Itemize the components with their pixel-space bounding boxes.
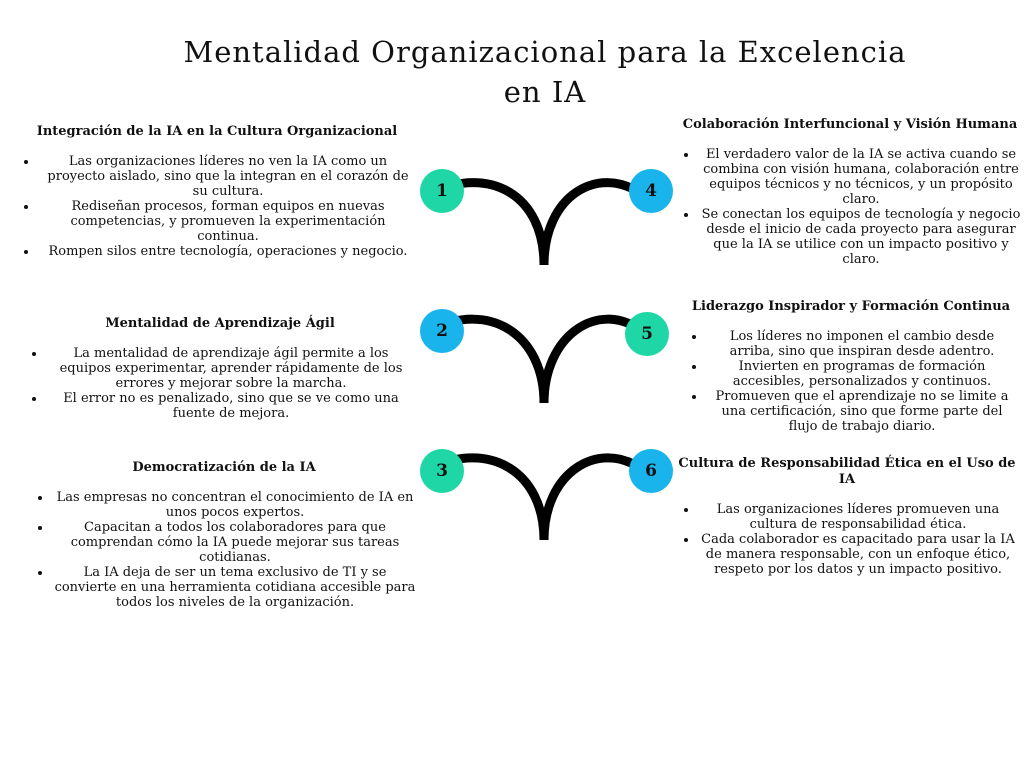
section-4 [676,117,1024,267]
section-list-3 [30,490,418,610]
step-badge-2 [420,309,464,353]
section-3-bullet-2: • Capacitan a todos los colaboradores para que comprendan cómo la IA puede mejorar sus tareas cotidianas. [52,520,418,565]
step-number-4: 4 [645,181,657,201]
section-6-bullet-2: • Cada colaborador es capacitado para usar la IA de manera responsable, con un enfoque ético, respeto por los datos y un impacto positivo. [698,532,1018,577]
section-3 [30,460,418,610]
section-4-bullet-2: • Se conectan los equipos de tecnología y negocio desde el inicio de cada proyecto para asegurar que la IA se utilice con un impacto positivo y claro. [698,207,1024,267]
section-1-bullet-1: • Las organizaciones líderes no ven la IA como un proyecto aislado, sino que la integran en el corazón de su cultura. [38,154,418,199]
section-5-bullet-2: • Invierten en programas de formación accesibles, personalizados y continuos. [706,359,1018,389]
step-number-2: 2 [436,321,448,341]
section-heading-4: Colaboración Interfuncional y Visión Humana [682,117,1018,132]
section-5 [684,299,1018,434]
step-number-6: 6 [645,461,657,481]
section-2 [24,316,416,421]
section-2-bullet-1: • La mentalidad de aprendizaje ágil permite a los equipos experimentar, aprender rápidamente de los errores y mejorar sobre la marcha. [46,346,416,391]
section-list-4 [676,147,1024,267]
section-1 [16,124,418,259]
section-1-bullet-3: • Rompen silos entre tecnología, operaciones y negocio. [38,244,418,259]
section-6-bullet-1: • Las organizaciones líderes promueven una cultura de responsabilidad ética. [698,502,1018,532]
section-list-1 [16,154,418,259]
section-3-bullet-3: • La IA deja de ser un tema exclusivo de TI y se convierte en una herramienta cotidiana accesible para todos los niveles de la organización. [52,565,418,610]
section-list-6 [676,502,1018,577]
section-heading-3: Democratización de la IA [132,460,316,475]
step-number-5: 5 [641,324,653,344]
step-badge-4 [629,169,673,213]
section-5-bullet-1: • Los líderes no imponen el cambio desde arriba, sino que inspiran desde adentro. [706,329,1018,359]
section-heading-6: Cultura de Responsabilidad Ética en el Uso de IA [678,456,1016,487]
section-6 [676,456,1018,577]
step-number-1: 1 [436,181,448,201]
section-2-bullet-2: • El error no es penalizado, sino que se ve como una fuente de mejora. [46,391,416,421]
step-badge-6 [629,449,673,493]
section-heading-5: Liderazgo Inspirador y Formación Continua [691,299,1011,314]
section-1-bullet-2: • Rediseñan procesos, forman equipos en nuevas competencias, y promueven la experimentación continua. [38,199,418,244]
step-badge-1 [420,169,464,213]
page-title: Mentalidad Organizacional para la Excelencia en IA [183,35,907,109]
section-3-bullet-1: • Las empresas no concentran el conocimiento de IA en unos pocos expertos. [52,490,418,520]
section-heading-2: Mentalidad de Aprendizaje Ágil [105,316,335,331]
step-number-3: 3 [436,461,448,481]
section-4-bullet-1: • El verdadero valor de la IA se activa cuando se combina con visión humana, colaboración entre equipos técnicos y no técnicos, y un propósito claro. [698,147,1024,207]
section-list-2 [24,346,416,421]
step-badge-5 [625,312,669,356]
step-badge-3 [420,449,464,493]
section-list-5 [684,329,1018,434]
section-5-bullet-3: • Promueven que el aprendizaje no se limite a una certificación, sino que forme parte del flujo de trabajo diario. [706,389,1018,434]
section-heading-1: Integración de la IA en la Cultura Organizacional [36,124,398,139]
